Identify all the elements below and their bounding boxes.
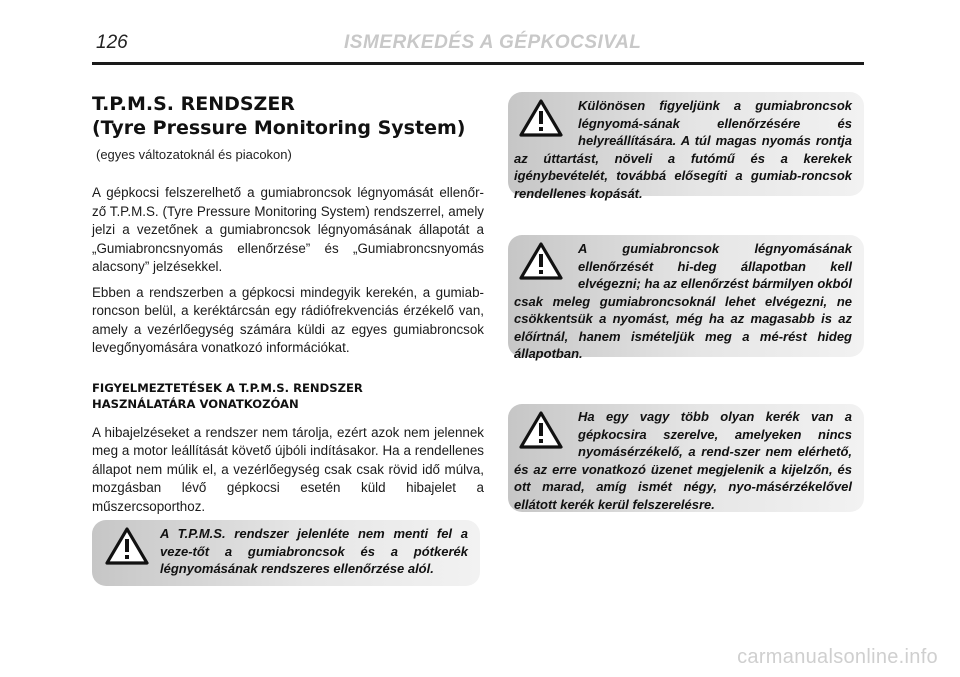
left-column	[92, 92, 484, 516]
warning-text-left: A T.P.M.S. rendszer jelenléte nem menti fel a veze-tőt a gumiabroncsok és a pótkerék légnyomásának rendszeres ellenőrzése alól.	[160, 526, 468, 576]
header-rule	[92, 62, 864, 65]
warning-text-right-2: A gumiabroncsok légnyomásának ellenőrzését hi-deg állapotban kell elvégezni; ha az ellenőrzést bármilyen okból csak meleg gumiabroncsoknál lehet elvégezni, ne csökkentsük a nyomást, még ha az magasabb is az előírtnál, hanem ismételjük meg a mé-rést hideg állapotban.	[514, 241, 852, 361]
warning-box-right-1	[508, 92, 864, 201]
warning-box-right-2	[508, 235, 864, 361]
warning-triangle-icon	[518, 98, 568, 138]
section-subtitle: (egyes változatoknál és piacokon)	[96, 147, 292, 162]
subheading-line2: HASZNÁLATÁRA VONATKOZÓAN	[92, 396, 299, 411]
section-title-line2: (Tyre Pressure Monitoring System)	[92, 117, 466, 139]
page-number: 126	[96, 32, 128, 53]
warnings-subheading	[92, 380, 484, 412]
page-header	[92, 30, 864, 58]
paragraph-errors: A hibajelzéseket a rendszer nem tárolja, ezért azok nem jelennek meg a motor leállítását követő újbóli indításakor. Ha a rendellenes állapot nem múlik el, a vezérlőegység csak csak rövid idő múlva, mozgásban lévő gépkocsi esetén küld hibajelet a műszercsoporthoz.	[92, 424, 484, 514]
warning-triangle-icon	[104, 526, 154, 566]
subheading-line1: FIGYELMEZTETÉSEK A T.P.M.S. RENDSZER	[92, 380, 363, 395]
warning-box-right-3	[508, 404, 864, 512]
warning-triangle-icon	[518, 241, 568, 281]
warning-triangle-icon	[518, 410, 568, 450]
paragraph-sensor: Ebben a rendszerben a gépkocsi mindegyik kerekén, a gumiab-roncson belül, a keréktárcsán egy rádiófrekvenciás érzékelő van, amely a vezérlőegység számára küldi az egyes gumiabroncsok levegőnyomására vonatkozó információkat.	[92, 284, 484, 355]
warning-text-right-3: Ha egy vagy több olyan kerék van a gépkocsira szerelve, amelyeken nincs nyomásérzékelő, a rend-szer nem elérhető, és az erre vonatkozó üzenet megjelenik a kijelzőn, és ott marad, amíg ismét négy, nyo-másérzékelővel ellátott kerék kerül felszerelésre.	[514, 409, 852, 512]
warning-text-right-1: Különösen figyeljünk a gumiabroncsok légnyomá-sának ellenőrzésére és helyreállítására. A túl magas nyomás rontja az úttartást, növeli a futómű és a kerekek igénybevételét, továbbá elősegíti a gumiab-roncsok rendellenes kopását.	[514, 98, 852, 201]
watermark: carmanualsonline.info	[737, 646, 938, 668]
section-title	[92, 92, 484, 140]
paragraph-intro: A gépkocsi felszerelhető a gumiabroncsok légnyomását ellenőr-ző T.P.M.S. (Tyre Pressure Monitoring System) rendszerrel, amely jelzi a vezetőnek a gumiabroncsok légnyomásának állapotát a „Gumiabroncsnyomás ellenőrzése” és „Gumiabroncsnyomás alacsony” jelzésekkel.	[92, 185, 484, 274]
running-title: ISMERKEDÉS A GÉPKOCSIVAL	[344, 32, 642, 53]
warning-box-left	[92, 520, 480, 586]
section-title-line1: T.P.M.S. RENDSZER	[92, 93, 295, 115]
